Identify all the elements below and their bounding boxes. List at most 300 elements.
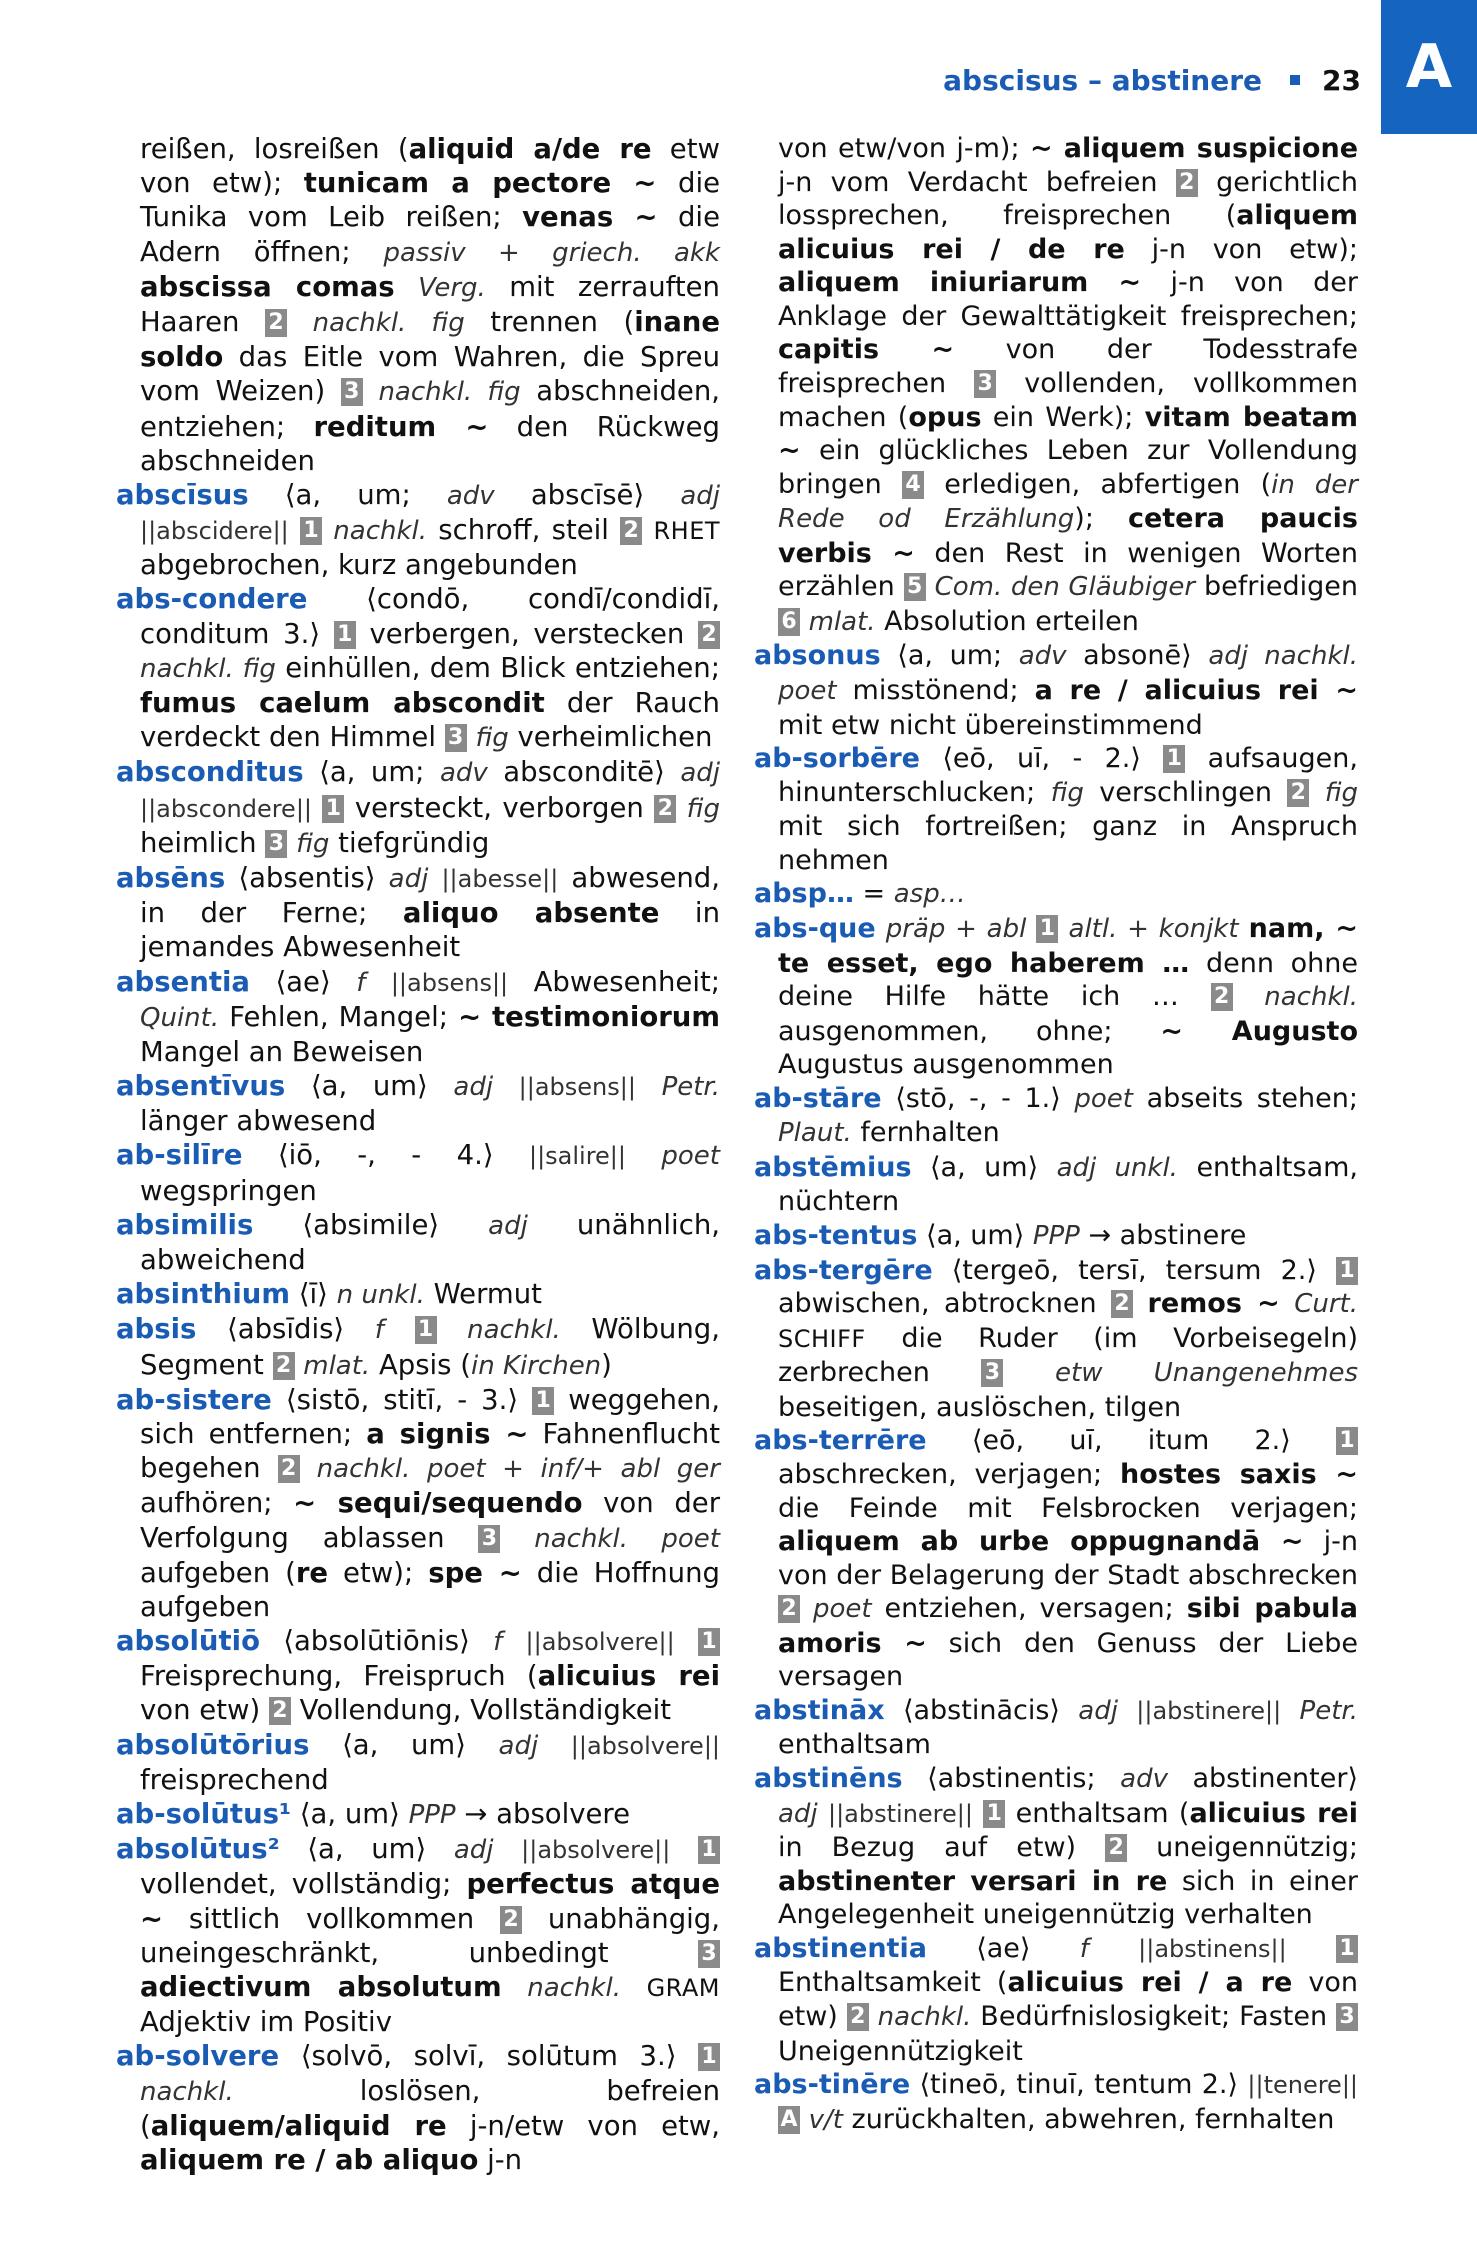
sense-number-badge: 2 <box>620 517 642 545</box>
etymology: ||abscidere|| <box>140 517 289 546</box>
entry-text: das Eitle vom Wahren, die Spreu vom Weizen) <box>140 341 720 408</box>
italic-note: n unkl. <box>336 1280 425 1311</box>
dictionary-entry <box>116 478 720 583</box>
entry-text: ein Werk); <box>981 401 1145 433</box>
entry-text: tiefgründig <box>329 826 490 859</box>
headword: absimilis <box>116 1208 254 1241</box>
entry-text: reißen, losreißen ( <box>140 133 409 165</box>
italic-note: f <box>356 967 366 998</box>
entry-text: j-n von etw); <box>1124 233 1358 265</box>
entry-text: ⟨eō, uī, itum 2.⟩ <box>926 1425 1336 1457</box>
entry-text: denn ohne deine Hilfe hätte ich … <box>778 947 1358 1013</box>
entry-text: j-n <box>478 2143 523 2176</box>
headword: abs-tergēre <box>754 1254 933 1286</box>
italic-note: nachkl. <box>140 2076 234 2107</box>
entry-text: vollenden, vollkommen machen ( <box>778 367 1358 433</box>
sense-number-badge: 1 <box>322 795 344 823</box>
entry-text: j-n von der Anklage der Gewalttätigkeit freisprechen; <box>778 267 1358 332</box>
headword: absconditus <box>116 756 304 789</box>
entry-text: abschrecken, verjagen; <box>778 1458 1120 1490</box>
sense-number-badge: 2 <box>500 1906 522 1934</box>
italic-note: adv <box>1018 641 1067 672</box>
entry-text <box>363 375 379 407</box>
bold-phrase: ~ Augusto <box>1160 1015 1359 1047</box>
sense-number-badge: 5 <box>904 573 926 601</box>
bold-phrase: remos ~ <box>1147 1288 1280 1320</box>
italic-note: PPP <box>408 1800 456 1830</box>
entry-text: die Feinde mit Felsbrocken verjagen; <box>778 1492 1358 1524</box>
entry-text: sich den Genuss der Liebe versagen <box>778 1627 1358 1693</box>
dictionary-entry <box>754 912 1358 1082</box>
bold-phrase: alicuius rei <box>537 1660 720 1693</box>
etymology: ||absens|| <box>390 968 509 997</box>
entry-text: unähnlich, abweichend <box>140 1208 720 1276</box>
italic-note: fig <box>686 793 720 824</box>
entry-text: ⟨sistō, stitī, - 3.⟩ <box>271 1383 533 1416</box>
italic-note: adj <box>680 480 720 511</box>
entry-text: ⟨abstinentis; <box>902 1763 1121 1794</box>
entry-text: = <box>853 878 894 910</box>
headword: abstinentia <box>754 1932 927 1964</box>
entry-text: ein glückliches Leben zur Vollendung bringen <box>778 435 1358 500</box>
sense-number-badge: 2 <box>269 1697 291 1725</box>
bold-phrase: capitis ~ <box>778 334 955 366</box>
sense-number-badge: 2 <box>1111 1290 1133 1318</box>
entry-text: enthaltsam <box>778 1729 931 1761</box>
bold-phrase: aliquem iniuriarum ~ <box>778 267 1142 299</box>
entry-text <box>1026 913 1036 944</box>
entry-text <box>636 1070 662 1102</box>
entry-text <box>300 1452 317 1484</box>
bold-phrase: sibi pabula amoris ~ <box>778 1593 1358 1659</box>
entry-text: Freisprechung, Freispruch ( <box>140 1660 538 1693</box>
entry-text: länger abwesend <box>140 1105 377 1138</box>
italic-note: Curt. <box>1294 1289 1358 1320</box>
entry-text <box>1281 1695 1299 1726</box>
left-column <box>116 132 720 2177</box>
entry-text <box>365 966 391 998</box>
entry-text: absconditē⟩ <box>487 756 681 789</box>
italic-note: adj <box>453 1835 494 1866</box>
entry-text: Adjektiv im Positiv <box>140 2006 392 2039</box>
bold-phrase: inane soldo <box>140 305 720 374</box>
sense-number-badge: 3 <box>445 724 467 752</box>
italic-note: poet <box>812 1594 872 1625</box>
entry-text: die Ruder (im Vorbeisegeln) zerbrechen <box>778 1322 1358 1389</box>
entry-text: sich in einer Angelegenheit uneigennützig verhalten <box>778 1865 1358 1931</box>
entry-text: ⟨a, um⟩ <box>309 1728 499 1761</box>
bold-phrase: aliquem alicuius rei / de re <box>778 200 1358 265</box>
entry-text: der Rauch verdeckt den Himmel <box>140 687 720 754</box>
italic-note: nachkl. fig <box>140 653 276 684</box>
headword: abscīsus <box>116 478 249 511</box>
dictionary-entry <box>754 1694 1358 1762</box>
entry-text <box>800 2104 809 2135</box>
entry-text: ⟨stō, -, - 1.⟩ <box>881 1082 1075 1114</box>
headword: absolūtus² <box>116 1833 280 1866</box>
italic-note: adv <box>439 758 488 789</box>
entry-text <box>384 1313 415 1345</box>
sense-number-badge: 1 <box>1336 1257 1358 1285</box>
headword: absis <box>116 1313 197 1346</box>
right-column <box>754 132 1358 2137</box>
entry-text: ⟨solvō, solvī, solūtum 3.⟩ <box>279 2040 698 2073</box>
entry-text <box>1309 777 1324 808</box>
entry-text: sittlich vollkommen <box>163 1902 500 1935</box>
bold-phrase: abstinenter versari in re <box>778 1865 1168 1897</box>
italic-note: mlat. <box>808 606 876 637</box>
sense-number-badge: 1 <box>1336 1427 1358 1455</box>
italic-note: adj <box>453 1072 494 1103</box>
italic-note: nachkl. <box>1264 982 1358 1013</box>
entry-text <box>1239 913 1249 944</box>
entry-text: von etw) <box>778 1967 1358 2032</box>
entry-text: ⟨a, um; <box>880 640 1019 672</box>
entry-text <box>675 1625 698 1657</box>
thumb-index-letter: A <box>1405 32 1453 102</box>
entry-text <box>538 1729 571 1761</box>
italic-note: nachkl. <box>527 1972 621 2003</box>
italic-note: adj unkl. <box>1056 1152 1178 1183</box>
entry-text: abscīsē⟩ <box>494 478 681 511</box>
entry-continuation <box>116 132 720 478</box>
entry-text: Mangel an Beweisen <box>140 1035 424 1068</box>
entry-text: misstönend; <box>836 675 1035 706</box>
entry-text <box>437 1313 468 1345</box>
headword: ab-solūtus¹ <box>116 1798 292 1830</box>
italic-note: asp… <box>893 879 966 910</box>
entry-text: zurückhalten, abwehren, fernhalten <box>842 2103 1335 2135</box>
italic-note: nachkl. <box>877 2001 972 2032</box>
bold-phrase: a re / alicuius rei ~ <box>1034 675 1359 706</box>
dictionary-entry <box>116 965 720 1070</box>
bold-phrase: spe ~ <box>428 1556 522 1589</box>
italic-note: Petr. <box>661 1072 720 1103</box>
entry-text: erledigen, abfertigen ( <box>924 468 1272 500</box>
entry-text: verschlingen <box>1083 776 1288 808</box>
italic-note: nachkl. poet + inf/+ abl ger <box>316 1454 720 1485</box>
dictionary-entry <box>116 1208 720 1277</box>
entry-text: in Bezug auf etw) <box>778 1832 1106 1864</box>
entry-text: den Rückweg abschneiden <box>140 410 720 477</box>
entry-text: Vollendung, Vollständigkeit <box>290 1694 672 1727</box>
entry-text: von der Todesstrafe freisprechen <box>778 334 1358 399</box>
entry-text: heimlich <box>140 826 266 859</box>
entry-text: ausgenommen, ohne; <box>778 1015 1161 1047</box>
entry-text: Bedürfnislosigkeit; Fasten <box>971 2000 1336 2032</box>
bold-phrase: fumus caelum abscondit <box>140 687 545 719</box>
etymology: ||salire|| <box>528 1142 626 1171</box>
dictionary-entry <box>754 639 1358 742</box>
entry-text <box>621 1971 647 2003</box>
entry-text: ⟨a, um⟩ <box>285 1070 454 1103</box>
entry-text <box>287 827 296 859</box>
headword: ab-sorbēre <box>754 743 920 775</box>
entry-text <box>800 606 809 637</box>
bold-phrase: aliquem ab urbe oppugnandā ~ <box>778 1526 1304 1558</box>
italic-note: Com. den Gläubiger <box>934 572 1196 603</box>
sense-number-badge: 1 <box>983 1800 1005 1828</box>
entry-text: ⟨a, um; <box>303 756 440 789</box>
entry-text: Uneigennützigkeit <box>778 2035 1023 2067</box>
entry-text <box>1058 913 1068 944</box>
bold-phrase: aliquid a/de re <box>408 133 652 165</box>
etymology: ||abscondere|| <box>140 794 312 823</box>
entry-text <box>500 1522 534 1554</box>
dictionary-entry <box>754 1932 1358 2068</box>
entry-text <box>1003 1357 1055 1388</box>
sense-number-badge: 1 <box>300 517 322 545</box>
italic-note: adj <box>498 1730 539 1761</box>
entry-text: j-n vom Verdacht befreien <box>778 166 1176 198</box>
dictionary-entry <box>754 1424 1358 1694</box>
italic-note: Verg. <box>418 272 486 303</box>
entry-text <box>494 1833 522 1865</box>
headword: abs-que <box>754 912 876 944</box>
entry-text <box>1287 1933 1336 1964</box>
etymology: ||absolvere|| <box>570 1731 720 1760</box>
entry-text <box>493 1070 519 1102</box>
entry-text: ⟨a, um⟩ <box>911 1151 1057 1183</box>
headword: abs-tinēre <box>754 2069 911 2101</box>
etymology: ||tenere|| <box>1247 2071 1358 2100</box>
sense-number-badge: 1 <box>415 1316 437 1344</box>
entry-text: ⟨absolūtiōnis⟩ <box>259 1625 494 1658</box>
entry-text: abseits stehen; <box>1133 1082 1358 1114</box>
sense-number-badge: 2 <box>778 1595 800 1623</box>
dictionary-entry <box>754 1219 1358 1254</box>
headword: absp… <box>754 878 854 910</box>
subject-label: GRAM <box>646 1973 721 2002</box>
entry-text: ⟨ae⟩ <box>249 965 357 998</box>
headword: absonus <box>754 640 881 672</box>
entry-text <box>295 1349 304 1381</box>
sense-number-badge: 3 <box>478 1525 500 1553</box>
sense-number-badge: 1 <box>1163 745 1185 773</box>
entry-text: mit sich fortreißen; ganz in Anspruch nehmen <box>778 811 1358 876</box>
entry-text: in jemandes Abwesenheit <box>140 897 720 964</box>
entry-text: Wermut <box>424 1278 542 1311</box>
entry-text <box>926 571 935 602</box>
entry-text <box>869 2001 878 2032</box>
entry-text <box>818 1798 828 1829</box>
entry-text: etw); <box>328 1556 429 1589</box>
dictionary-entry <box>116 582 720 755</box>
italic-note: Plaut. <box>778 1118 852 1149</box>
etymology: ||absolvere|| <box>521 1836 671 1865</box>
sense-number-badge: 1 <box>1036 915 1058 943</box>
entry-text <box>428 862 441 894</box>
entry-text: ⟨condō, condī/condidī, conditum 3.⟩ <box>140 583 720 650</box>
entry-text <box>287 306 313 338</box>
headword: abstinēns <box>754 1763 903 1794</box>
entry-text: → absolvere <box>455 1798 631 1830</box>
entry-text: uneigennützig; <box>1127 1832 1358 1864</box>
headword: absentia <box>116 965 250 998</box>
entry-text <box>1233 981 1265 1012</box>
sense-number-badge: 3 <box>341 378 363 406</box>
entry-text: ⟨ī⟩ <box>290 1278 337 1311</box>
italic-note: präp + abl <box>885 913 1027 944</box>
etymology: ||abstinens|| <box>1138 1934 1287 1963</box>
dictionary-entry <box>116 1624 720 1728</box>
dictionary-entry <box>754 1082 1358 1151</box>
entry-text: ⟨a, um⟩ <box>291 1798 409 1830</box>
italic-note: Petr. <box>1299 1695 1358 1726</box>
bold-phrase: a signis ~ <box>366 1417 529 1450</box>
dictionary-entry <box>116 2039 720 2177</box>
etymology: ||abstinere|| <box>828 1799 973 1828</box>
entry-text: einhüllen, dem Blick entziehen; <box>275 651 720 684</box>
sense-number-badge: 3 <box>265 830 287 858</box>
entry-text <box>502 1971 528 2003</box>
bold-phrase: opus <box>908 401 982 433</box>
italic-note: nachkl. poet <box>534 1523 720 1554</box>
sense-number-badge: 1 <box>698 1836 720 1864</box>
entry-text: ⟨eō, uī, - 2.⟩ <box>919 743 1164 775</box>
entry-text: ⟨tineō, tinuī, tentum 2.⟩ <box>910 2069 1248 2101</box>
entry-text: freisprechend <box>140 1763 329 1796</box>
entry-text: schroff, steil <box>427 514 621 547</box>
italic-note: fig <box>475 723 509 754</box>
entry-text: den Rest in wenigen Worten erzählen <box>778 537 1359 603</box>
headword: abs-condere <box>116 583 308 616</box>
entry-text: gerichtlich lossprechen, freisprechen ( <box>778 166 1358 232</box>
entry-text: ⟨ae⟩ <box>926 1932 1080 1964</box>
entry-text: von etw/von j-m); <box>778 133 1030 164</box>
dictionary-entry <box>116 1312 720 1382</box>
italic-note: nachkl. fig <box>378 377 521 408</box>
entry-text <box>973 1798 983 1829</box>
entry-text <box>1133 1288 1147 1319</box>
sense-number-badge: 3 <box>974 370 996 398</box>
italic-note: poet <box>1074 1083 1133 1114</box>
sense-number-badge: 2 <box>1176 169 1198 197</box>
entry-text: abschneiden, entziehen; <box>140 375 720 443</box>
entry-text <box>289 514 300 546</box>
entry-text: mit zerrauften Haaren <box>140 270 720 338</box>
bold-phrase: venas ~ <box>522 201 658 234</box>
entry-text <box>502 1625 525 1657</box>
headword: abs-tentus <box>754 1220 918 1251</box>
entry-continuation <box>754 132 1358 639</box>
bold-phrase: aliquem re / ab aliquo <box>140 2143 479 2176</box>
italic-note: in Kirchen <box>470 1350 602 1381</box>
italic-note: etw Unangenehmes <box>1055 1358 1358 1389</box>
separator-square-icon <box>1290 75 1300 85</box>
italic-note: fig <box>296 828 330 859</box>
entry-text: loslösen, befreien ( <box>140 2074 720 2142</box>
entry-text: j-n von der Belagerung der Stadt abschrecken <box>778 1526 1358 1591</box>
entry-text: von etw) <box>140 1694 269 1727</box>
entry-text <box>626 1139 661 1171</box>
entry-text: wegspringen <box>140 1174 317 1207</box>
entry-text: weggehen, sich entfernen; <box>140 1383 720 1450</box>
bold-phrase: ~ testimoniorum <box>458 1000 721 1033</box>
entry-text <box>395 271 418 303</box>
entry-text: Fehlen, Mangel; <box>219 1000 459 1033</box>
entry-text <box>1118 1695 1136 1726</box>
dictionary-entry <box>754 877 1358 912</box>
entry-text: Fahnenflucht begehen <box>140 1417 720 1485</box>
entry-text: mit etw nicht übereinstimmend <box>778 709 1203 741</box>
headword: absinthium <box>116 1278 290 1311</box>
italic-note: poet <box>661 1141 720 1172</box>
dictionary-entry <box>754 1151 1358 1219</box>
entry-text: ⟨absīdis⟩ <box>196 1313 375 1346</box>
italic-note: Quint. <box>140 1002 220 1033</box>
entry-text: verbergen, verstecken <box>355 617 698 650</box>
sense-number-badge: 1 <box>698 1628 720 1656</box>
etymology: ||abstinere|| <box>1136 1696 1282 1725</box>
dictionary-entry <box>754 2068 1358 2137</box>
italic-note: adj <box>488 1210 528 1241</box>
sense-number-badge: 2 <box>265 309 287 337</box>
headword: absolūtiō <box>116 1625 260 1658</box>
sense-number-badge: 3 <box>981 1359 1003 1387</box>
dictionary-entry <box>116 861 720 965</box>
subject-label: SCHIFF <box>778 1324 866 1353</box>
bold-phrase: perfectus atque ~ <box>140 1868 720 1935</box>
italic-note: fig <box>1324 777 1359 808</box>
thumb-index-tab <box>1381 0 1477 134</box>
bold-phrase: re <box>295 1556 329 1589</box>
etymology: ||absolvere|| <box>525 1628 675 1657</box>
entry-text: verheimlichen <box>508 721 713 754</box>
entry-text: ⟨absentis⟩ <box>225 861 389 894</box>
dictionary-entry <box>116 755 720 861</box>
entry-text: aufhören; <box>140 1487 294 1520</box>
sense-number-badge: 1 <box>532 1387 554 1415</box>
sense-number-badge: 2 <box>1287 779 1309 807</box>
italic-note: adj <box>1078 1695 1118 1726</box>
entry-text: die Hoffnung aufgeben <box>140 1556 720 1623</box>
entry-text: → abstinere <box>1079 1220 1247 1251</box>
entry-text: abgebrochen, kurz angebunden <box>140 549 578 582</box>
bold-phrase: abscissa comas <box>140 270 395 303</box>
entry-text: die Tunika vom Leib reißen; <box>140 167 721 234</box>
sense-number-badge: 2 <box>847 2003 869 2031</box>
italic-note: PPP <box>1032 1221 1080 1251</box>
entry-text: abwesend, in der Ferne; <box>140 861 720 930</box>
etymology: ||absens|| <box>518 1073 636 1102</box>
italic-note: adj <box>388 863 429 894</box>
italic-note: in der Rede od Erzählung <box>778 469 1358 535</box>
entry-text <box>322 514 333 546</box>
entry-text: versteckt, verborgen <box>344 791 655 824</box>
sense-number-badge: A <box>778 2106 800 2134</box>
entry-text <box>676 792 686 824</box>
sense-number-badge: 3 <box>1336 2003 1358 2031</box>
sense-number-badge: 2 <box>278 1455 300 1483</box>
italic-note: mlat. <box>303 1350 371 1381</box>
headword: ab-sistere <box>116 1383 272 1416</box>
entry-text: enthaltsam ( <box>1005 1797 1190 1829</box>
italic-note: nachkl. <box>467 1315 561 1346</box>
entry-text: j-n/etw von etw, <box>446 2109 721 2142</box>
sense-number-badge: 2 <box>1105 1834 1127 1862</box>
entry-text: Wölbung, Segment <box>140 1313 720 1381</box>
bold-phrase: cetera paucis verbis ~ <box>778 503 1358 569</box>
entry-text: ⟨a, um⟩ <box>279 1833 454 1866</box>
entry-text: abstinenter⟩ <box>1167 1763 1359 1794</box>
italic-note: fig <box>1050 777 1084 808</box>
italic-note: f <box>1079 1933 1089 1964</box>
headword: abstēmius <box>754 1151 912 1183</box>
entry-text: etw von etw); <box>140 133 720 200</box>
italic-note: f <box>493 1627 503 1658</box>
sense-number-badge: 6 <box>778 608 800 636</box>
